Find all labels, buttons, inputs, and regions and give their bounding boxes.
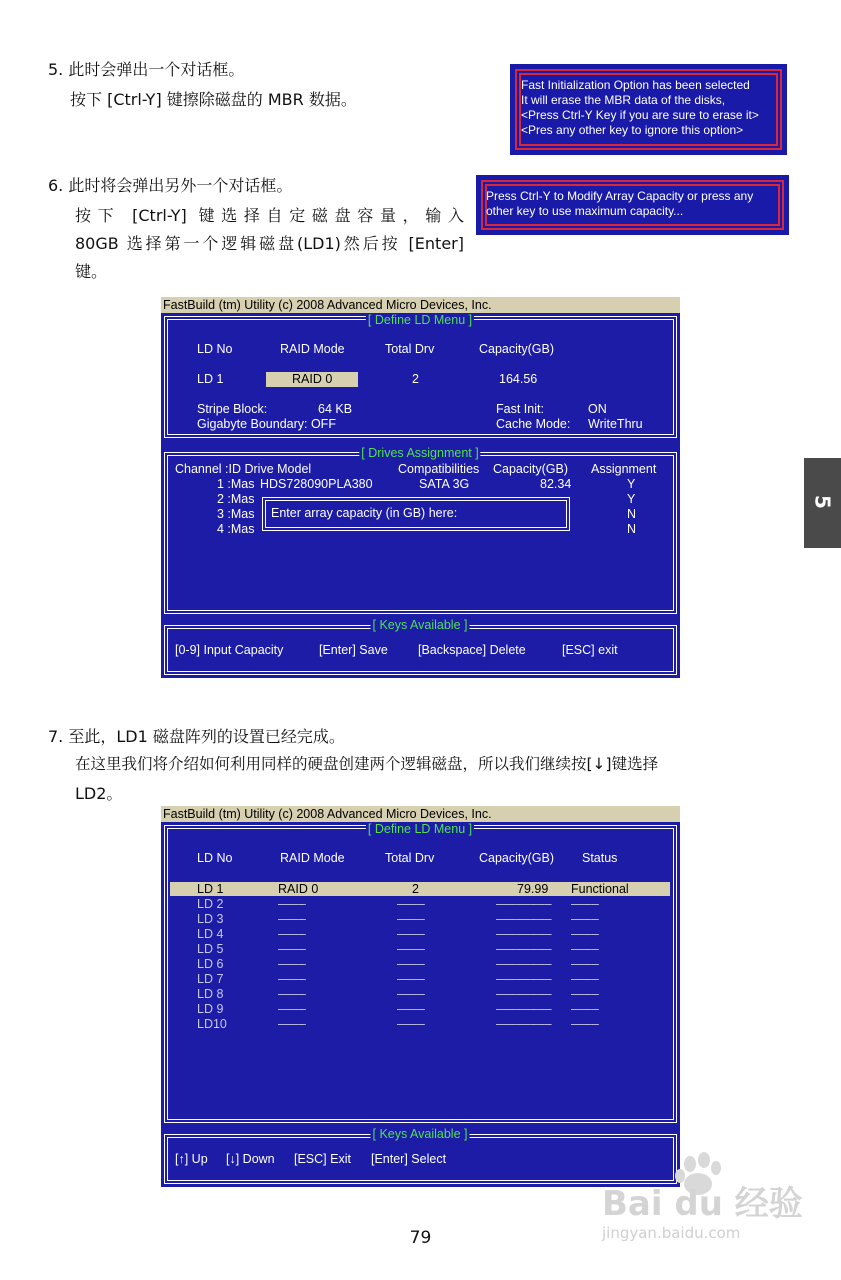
drives-header-capacity: Capacity(GB) xyxy=(493,462,569,476)
cache-mode-value: WriteThru xyxy=(588,417,643,431)
ld-status: –––– xyxy=(571,897,599,911)
ld-raid-mode: –––– xyxy=(278,972,306,986)
header-capacity: Capacity(GB) xyxy=(479,851,555,865)
stripe-block-value: 64 KB xyxy=(318,402,353,416)
fast-init-value: ON xyxy=(588,402,607,416)
step-7-line3: LD2。 xyxy=(75,784,123,803)
drives-header-assign: Assignment xyxy=(591,462,657,476)
ld-total-drv: –––– xyxy=(397,957,425,971)
ld-raid-mode: RAID 0 xyxy=(278,882,319,896)
stripe-block-label: Stripe Block: xyxy=(197,402,268,416)
dialog2-line1: Press Ctrl-Y to Modify Array Capacity or press any xyxy=(486,189,754,203)
drive-row-id: 4 :Mas xyxy=(217,522,255,536)
step-6-heading xyxy=(48,172,292,199)
ld-status: Functional xyxy=(571,882,629,896)
ld-total-drv: –––– xyxy=(397,912,425,926)
dialog2-line2: other key to use maximum capacity... xyxy=(486,204,684,218)
ld-name[interactable]: LD 1 xyxy=(197,882,224,896)
modify-capacity-dialog xyxy=(476,175,789,235)
dialog1-line1: Fast Initialization Option has been selected xyxy=(521,78,750,92)
dialog1-line3: <Press Ctrl-Y Key if you are sure to erase it> xyxy=(521,108,759,122)
watermark-url: jingyan.baidu.com xyxy=(602,1224,741,1242)
drive-row-assign[interactable]: N xyxy=(627,522,637,536)
key-up: [↑] Up xyxy=(175,1152,208,1166)
drive-row-assign[interactable]: Y xyxy=(627,477,636,491)
ld-status: –––– xyxy=(571,972,599,986)
step-7-line2: 在这里我们将介绍如何利用同样的硬盘创建两个逻辑磁盘，所以我们继续按[↓]键选择 xyxy=(75,755,659,773)
ld-total-drv: –––– xyxy=(397,942,425,956)
ld-total-drv: 2 xyxy=(412,882,419,896)
drive-row-assign[interactable]: N xyxy=(627,507,637,521)
key-select: [Enter] Select xyxy=(371,1152,447,1166)
ld-total-drv: –––– xyxy=(397,972,425,986)
fast-init-label: Fast Init: xyxy=(496,402,544,416)
define-ld-label: [ Define LD Menu ] xyxy=(367,822,473,836)
drives-assignment-label: [ Drives Assignment ] xyxy=(361,446,479,460)
ld-status: –––– xyxy=(571,942,599,956)
ld-raid-mode: –––– xyxy=(278,912,306,926)
ld1-raid: RAID 0 xyxy=(292,372,333,386)
ld-name[interactable]: LD 2 xyxy=(197,897,224,911)
step-5-line2: 按下 [Ctrl-Y] 键擦除磁盘的 MBR 数据。 xyxy=(70,90,357,109)
key-save: [Enter] Save xyxy=(319,643,388,657)
drive-row-model: HDS728090PLA380 xyxy=(260,477,373,491)
header-ld-no: LD No xyxy=(197,851,233,865)
step-6-line4: 键。 xyxy=(75,262,108,281)
drives-header-channel: Channel :ID Drive Model xyxy=(175,462,312,476)
ld-capacity: –––––––– xyxy=(496,957,552,971)
capacity-prompt-text: Enter array capacity (in GB) here: xyxy=(271,506,458,520)
drive-row-id: 1 :Mas xyxy=(217,477,255,491)
step-5-line1: 此时会弹出一个对话框。 xyxy=(68,60,245,79)
ld-capacity: –––––––– xyxy=(496,1002,552,1016)
chapter-number: 5 xyxy=(810,495,835,509)
gigabyte-boundary: Gigabyte Boundary: OFF xyxy=(197,417,336,431)
ld-name[interactable]: LD10 xyxy=(197,1017,227,1031)
ld-status: –––– xyxy=(571,927,599,941)
key-input-capacity: [0-9] Input Capacity xyxy=(175,643,284,657)
step-6-line2: 按下 [Ctrl-Y] 键选择自定磁盘容量，输入 xyxy=(75,206,464,225)
ld-capacity: –––––––– xyxy=(496,912,552,926)
ld-capacity: –––––––– xyxy=(496,942,552,956)
key-down: [↓] Down xyxy=(226,1152,275,1166)
ld-name[interactable]: LD 7 xyxy=(197,972,224,986)
ld-status: –––– xyxy=(571,1002,599,1016)
drive-row-id: 3 :Mas xyxy=(217,507,255,521)
drive-row-capacity: 82.34 xyxy=(540,477,572,491)
ld-capacity: 79.99 xyxy=(517,882,549,896)
header-total-drv: Total Drv xyxy=(385,851,435,865)
ld1-drv: 2 xyxy=(412,372,419,386)
step-5-heading xyxy=(48,56,244,83)
header-status: Status xyxy=(582,851,618,865)
chapter-tab xyxy=(804,458,841,548)
baidu-watermark xyxy=(598,1150,803,1250)
step-6-line3: 80GB 选择第一个逻辑磁盘(LD1)然后按 [Enter] xyxy=(75,234,464,253)
ld-total-drv: –––– xyxy=(397,987,425,1001)
ld-name[interactable]: LD 4 xyxy=(197,927,224,941)
ld1-label: LD 1 xyxy=(197,372,224,386)
header-ld-no: LD No xyxy=(197,342,233,356)
ld-name[interactable]: LD 8 xyxy=(197,987,224,1001)
ld-status: –––– xyxy=(571,1017,599,1031)
screen1-title: FastBuild (tm) Utility (c) 2008 Advanced Micro Devices, Inc. xyxy=(161,297,680,313)
ld-status: –––– xyxy=(571,912,599,926)
cache-mode-label: Cache Mode: xyxy=(496,417,571,431)
page-number: 79 xyxy=(409,1228,432,1248)
step-6-number: 6. xyxy=(48,176,64,195)
ld-capacity: –––––––– xyxy=(496,1017,552,1031)
ld-total-drv: –––– xyxy=(397,1002,425,1016)
step-5-number: 5. xyxy=(48,60,64,79)
ld-capacity: –––––––– xyxy=(496,987,552,1001)
header-capacity: Capacity(GB) xyxy=(479,342,555,356)
ld-total-drv: –––– xyxy=(397,927,425,941)
ld-name[interactable]: LD 3 xyxy=(197,912,224,926)
key-exit: [ESC] exit xyxy=(562,643,618,657)
drives-header-compat: Compatibilities xyxy=(398,462,480,476)
dialog1-line4: <Pres any other key to ignore this option> xyxy=(521,123,744,137)
key-delete: [Backspace] Delete xyxy=(418,643,526,657)
keys-available-label: [ Keys Available ] xyxy=(372,618,468,632)
watermark-brand: Bai du 经验 xyxy=(602,1184,803,1224)
drive-row-compat: SATA 3G xyxy=(419,477,470,491)
ld-status: –––– xyxy=(571,987,599,1001)
header-total-drv: Total Drv xyxy=(385,342,435,356)
ld-raid-mode: –––– xyxy=(278,1017,306,1031)
ld-name[interactable]: LD 9 xyxy=(197,1002,224,1016)
define-ld-screen xyxy=(161,297,680,678)
ld1-capacity: 164.56 xyxy=(499,372,538,386)
screen2-title: FastBuild (tm) Utility (c) 2008 Advanced Micro Devices, Inc. xyxy=(161,806,680,822)
ld-raid-mode: –––– xyxy=(278,987,306,1001)
ld-capacity: –––––––– xyxy=(496,927,552,941)
define-ld-label: [ Define LD Menu ] xyxy=(367,313,473,327)
ld-total-drv: –––– xyxy=(397,1017,425,1031)
dialog1-line2: It will erase the MBR data of the disks, xyxy=(521,93,726,107)
keys-available-label: [ Keys Available ] xyxy=(372,1127,468,1141)
step-7-number: 7. xyxy=(48,727,64,746)
ld-raid-mode: –––– xyxy=(278,957,306,971)
drive-row-id: 2 :Mas xyxy=(217,492,255,506)
ld-raid-mode: –––– xyxy=(278,927,306,941)
key-exit: [ESC] Exit xyxy=(294,1152,351,1166)
ld-raid-mode: –––– xyxy=(278,942,306,956)
ld-name[interactable]: LD 5 xyxy=(197,942,224,956)
ld-capacity: –––––––– xyxy=(496,897,552,911)
ld-list-screen xyxy=(161,806,680,1187)
header-raid-mode: RAID Mode xyxy=(280,851,345,865)
ld-raid-mode: –––– xyxy=(278,1002,306,1016)
ld-status: –––– xyxy=(571,957,599,971)
ld-total-drv: –––– xyxy=(397,897,425,911)
ld-capacity: –––––––– xyxy=(496,972,552,986)
step-6-line1: 此时将会弹出另外一个对话框。 xyxy=(68,176,293,195)
ld-raid-mode: –––– xyxy=(278,897,306,911)
step-7-heading xyxy=(48,723,345,750)
erase-mbr-dialog xyxy=(510,64,787,155)
ld-name[interactable]: LD 6 xyxy=(197,957,224,971)
header-raid-mode: RAID Mode xyxy=(280,342,345,356)
step-7-line1: 至此，LD1 磁盘阵列的设置已经完成。 xyxy=(68,727,345,746)
drive-row-assign[interactable]: Y xyxy=(627,492,636,506)
